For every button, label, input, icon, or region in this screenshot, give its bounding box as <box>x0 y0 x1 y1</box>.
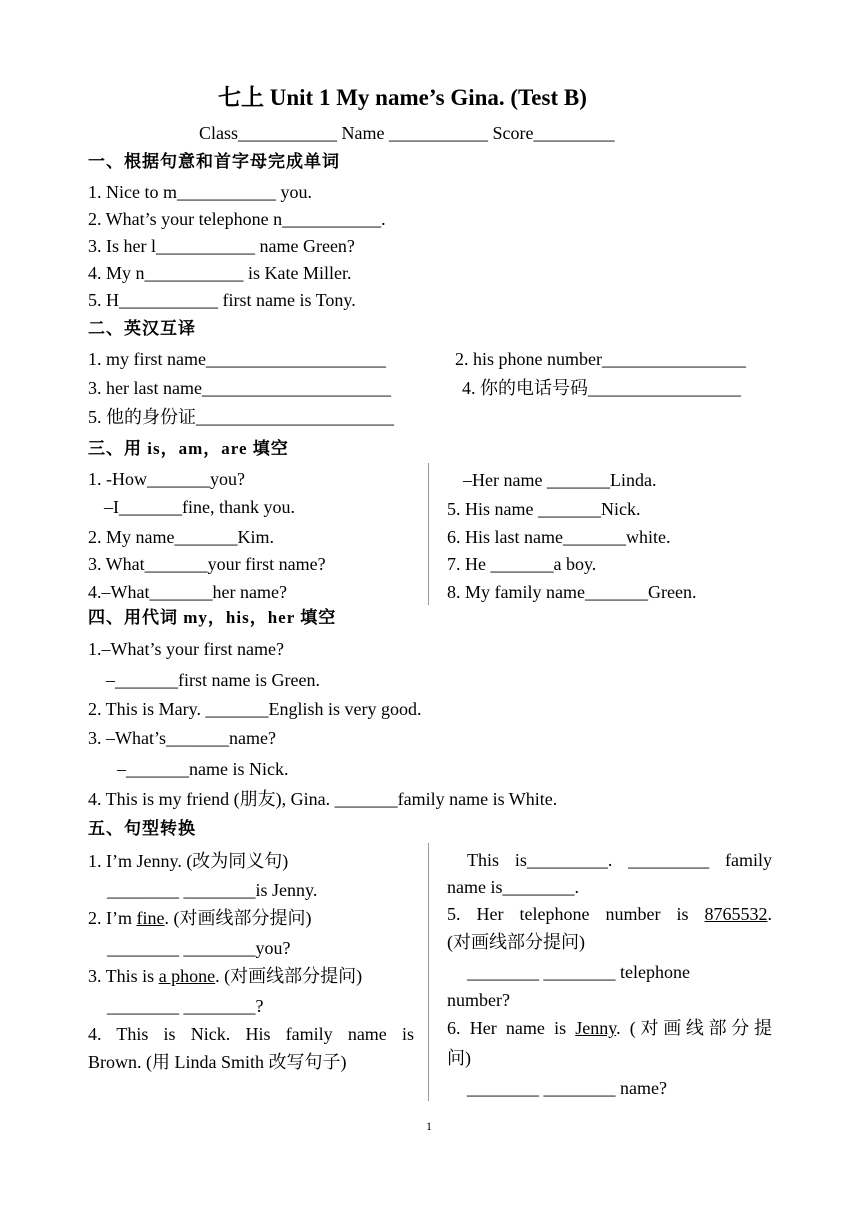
underlined-word: a phone <box>158 966 216 986</box>
s5-item: 问) <box>447 1048 471 1068</box>
s1-item: 4. My n___________ is Kate Miller. <box>88 263 352 283</box>
section-4-heading: 四、用代词 my，his，her 填空 <box>88 608 337 627</box>
underlined-word: Jenny <box>575 1018 617 1038</box>
section-3-heading: 三、用 is，am，are 填空 <box>88 439 289 458</box>
s1-item: 3. Is her l___________ name Green? <box>88 236 355 256</box>
s5-item: ________ ________ telephone <box>467 962 690 982</box>
s1-item: 5. H___________ first name is Tony. <box>88 290 356 310</box>
s5-item: ________ ________is Jenny. <box>107 880 318 900</box>
s5-item: 5. Her telephone number is 8765532. <box>447 904 772 924</box>
s3-item: 7. He _______a boy. <box>447 554 597 574</box>
section-1-heading: 一、根据句意和首字母完成单词 <box>88 152 340 171</box>
s1-item: 1. Nice to m___________ you. <box>88 182 312 202</box>
s3-item: 3. What_______your first name? <box>88 554 326 574</box>
s2-item: 2. his phone number________________ <box>455 349 746 369</box>
s4-item: 2. This is Mary. _______English is very good. <box>88 699 422 719</box>
underlined-number: 8765532 <box>704 904 768 924</box>
section-5-heading: 五、句型转换 <box>88 819 196 838</box>
page-number: 1 <box>426 1119 432 1133</box>
s3-item: 2. My name_______Kim. <box>88 527 274 547</box>
s5-item: Brown. (用 Linda Smith 改写句子) <box>88 1052 347 1072</box>
s3-item: –I_______fine, thank you. <box>104 497 295 517</box>
s2-item: 5. 他的身份证______________________ <box>88 407 394 427</box>
s3-item: 6. His last name_______white. <box>447 527 671 547</box>
column-divider <box>428 463 429 605</box>
s5-item: ________ ________ name? <box>467 1078 667 1098</box>
s4-item: 1.–What’s your first name? <box>88 639 284 659</box>
s3-item: 5. His name _______Nick. <box>447 499 641 519</box>
s5-item: 4. This is Nick. His family name is <box>88 1024 414 1044</box>
s5-item: number? <box>447 990 510 1010</box>
s4-item: –_______first name is Green. <box>106 670 320 690</box>
s1-item: 2. What’s your telephone n___________. <box>88 209 386 229</box>
student-info-line: Class___________ Name ___________ Score_________ <box>199 123 615 143</box>
underlined-word: fine <box>136 908 165 928</box>
s5-item: 6. Her name is Jenny. (对画线部分提 <box>447 1018 773 1038</box>
s2-item: 3. her last name_____________________ <box>88 378 391 398</box>
s5-item: 2. I’m fine. (对画线部分提问) <box>88 908 312 928</box>
s4-item: –_______name is Nick. <box>117 759 289 779</box>
s5-item: ________ ________? <box>107 996 264 1016</box>
page-title: 七上 Unit 1 My name’s Gina. (Test B) <box>218 85 587 110</box>
s5-item: 3. This is a phone. (对画线部分提问) <box>88 966 363 986</box>
s3-item: 4.–What_______her name? <box>88 582 287 602</box>
s5-item: ________ ________you? <box>107 938 291 958</box>
s5-item: (对画线部分提问) <box>447 932 585 952</box>
section-2-heading: 二、英汉互译 <box>88 319 196 338</box>
s3-item: 8. My family name_______Green. <box>447 582 697 602</box>
s4-item: 3. –What’s_______name? <box>88 728 276 748</box>
s3-item: –Her name _______Linda. <box>463 470 657 490</box>
s5-item: name is________. <box>447 877 579 897</box>
s2-item: 1. my first name____________________ <box>88 349 386 369</box>
column-divider <box>428 843 429 1101</box>
s3-item: 1. -How_______you? <box>88 469 245 489</box>
s5-item: 1. I’m Jenny. (改为同义句) <box>88 851 289 871</box>
s2-item: 4. 你的电话号码_________________ <box>462 378 741 398</box>
s5-item: This is_________. _________ family <box>467 850 772 870</box>
s4-item: 4. This is my friend (朋友), Gina. _______family name is White. <box>88 789 558 809</box>
